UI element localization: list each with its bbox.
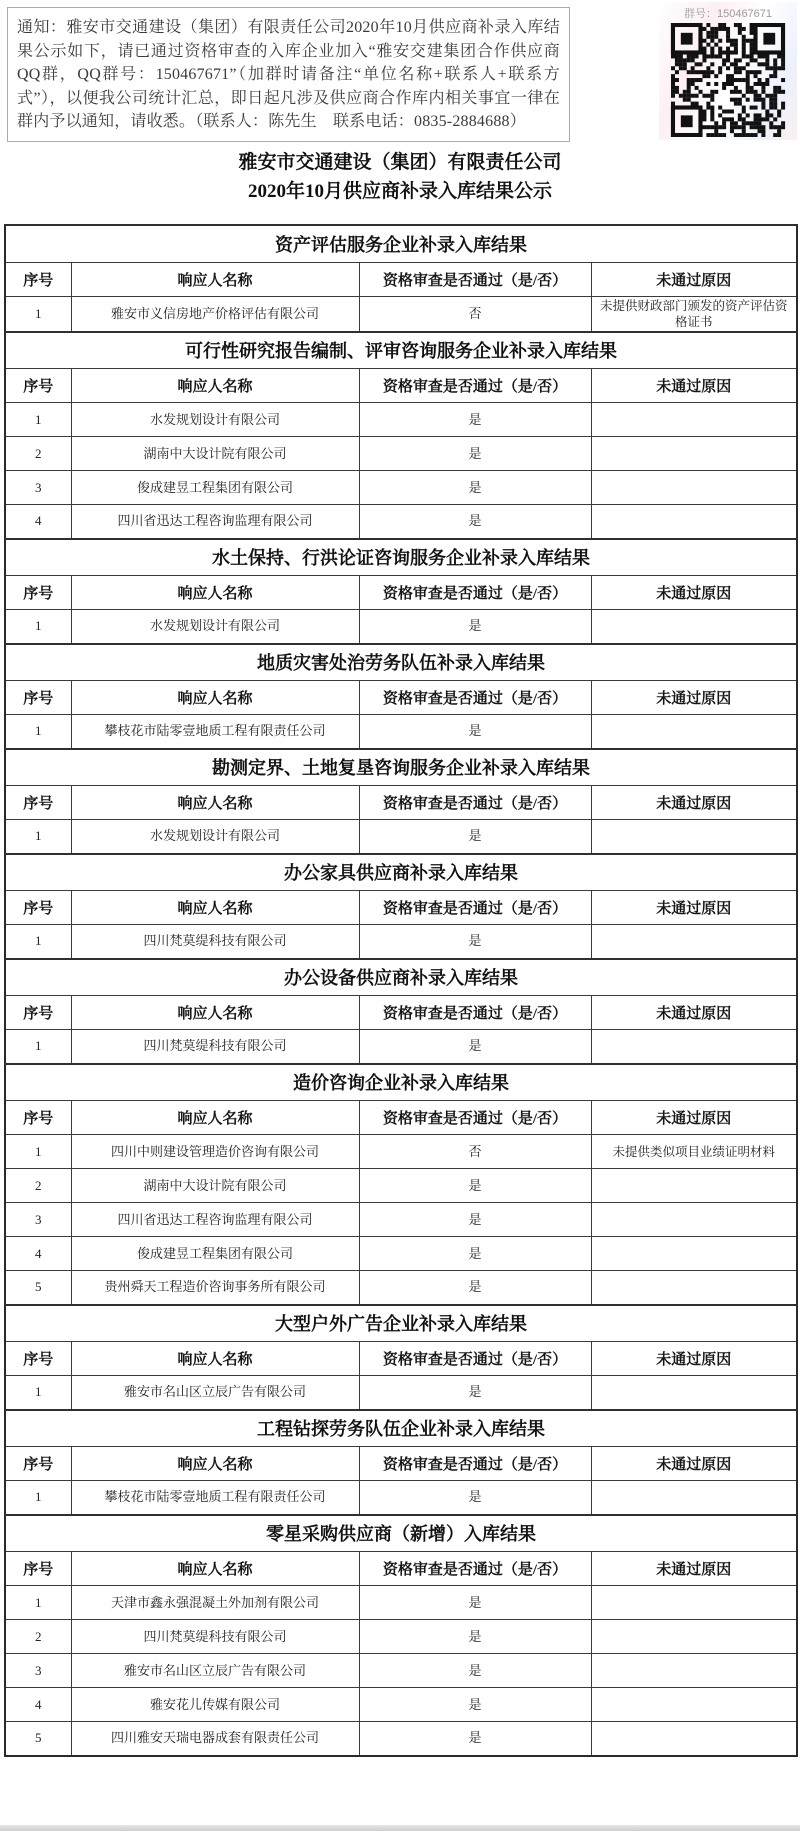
row-index-cell: 1	[5, 820, 71, 854]
fail-reason-cell	[591, 1722, 797, 1756]
supplier-name-cell: 雅安市义信房地产价格评估有限公司	[71, 296, 359, 332]
qualification-pass-cell: 是	[359, 403, 591, 437]
supplier-name-cell: 俊成建昱工程集团有限公司	[71, 1237, 359, 1271]
table-row	[5, 1203, 797, 1237]
document-title-line1: 雅安市交通建设（集团）有限责任公司	[238, 152, 562, 173]
qualification-pass-cell: 是	[359, 437, 591, 471]
qualification-pass-cell: 是	[359, 1271, 591, 1305]
supplier-name-cell: 水发规划设计有限公司	[71, 403, 359, 437]
supplier-name-cell: 湖南中大设计院有限公司	[71, 437, 359, 471]
qualification-pass-cell: 是	[359, 1030, 591, 1064]
fail-reason-cell: 未提供财政部门颁发的资产评估资格证书	[591, 296, 797, 332]
qualification-pass-cell: 否	[359, 296, 591, 332]
column-header: 资格审查是否通过（是/否）	[359, 262, 591, 296]
table-row	[5, 471, 797, 505]
section-title: 可行性研究报告编制、评审咨询服务企业补录入库结果	[5, 332, 797, 369]
row-index-cell: 4	[5, 1237, 71, 1271]
section-title: 地质灾害处治劳务队伍补录入库结果	[5, 644, 797, 681]
column-header: 响应人名称	[71, 1101, 359, 1135]
row-index-cell: 1	[5, 1030, 71, 1064]
qualification-pass-cell: 是	[359, 1654, 591, 1688]
column-header: 未通过原因	[591, 369, 797, 403]
table-row	[5, 1135, 797, 1169]
column-header: 响应人名称	[71, 1342, 359, 1376]
column-header: 资格审查是否通过（是/否）	[359, 1552, 591, 1586]
column-header: 响应人名称	[71, 1447, 359, 1481]
column-header: 未通过原因	[591, 891, 797, 925]
table-row	[5, 610, 797, 644]
qualification-pass-cell: 是	[359, 471, 591, 505]
notice-text: 通知：雅安市交通建设（集团）有限责任公司2020年10月供应商补录入库结果公示如下，请已通过资格审查的入库企业加入“雅安交建集团合作供应商QQ群，QQ群号：150467671”（加群时请备注“单位名称+联系人+联系方式”），以便我公司统计汇总，即日起凡涉及供应商合作库内相关事宜一律在群内予以通知，请收悉。（联系人：陈先生 联系电话：0835-2884688）	[17, 19, 560, 130]
row-index-cell: 1	[5, 715, 71, 749]
supplier-name-cell: 雅安市名山区立辰广告有限公司	[71, 1654, 359, 1688]
row-index-cell: 4	[5, 1688, 71, 1722]
row-index-cell: 1	[5, 925, 71, 959]
table-row	[5, 1654, 797, 1688]
supplier-name-cell: 雅安花儿传媒有限公司	[71, 1688, 359, 1722]
qualification-pass-cell: 是	[359, 1620, 591, 1654]
column-header: 资格审查是否通过（是/否）	[359, 996, 591, 1030]
table-row	[5, 1271, 797, 1305]
column-header: 未通过原因	[591, 262, 797, 296]
column-header: 未通过原因	[591, 996, 797, 1030]
column-header: 响应人名称	[71, 996, 359, 1030]
table-row	[5, 437, 797, 471]
row-index-cell: 2	[5, 437, 71, 471]
table-row	[5, 1688, 797, 1722]
qualification-pass-cell: 是	[359, 1376, 591, 1410]
supplier-name-cell: 攀枝花市陆零壹地质工程有限责任公司	[71, 1481, 359, 1515]
section-title: 资产评估服务企业补录入库结果	[5, 225, 797, 262]
column-header: 响应人名称	[71, 369, 359, 403]
table-row	[5, 1169, 797, 1203]
supplier-name-cell: 贵州舜天工程造价咨询事务所有限公司	[71, 1271, 359, 1305]
qualification-pass-cell: 是	[359, 715, 591, 749]
supplier-name-cell: 四川梵莫缇科技有限公司	[71, 1620, 359, 1654]
row-index-cell: 1	[5, 1481, 71, 1515]
row-index-cell: 3	[5, 471, 71, 505]
qualification-pass-cell: 是	[359, 1586, 591, 1620]
row-index-cell: 1	[5, 610, 71, 644]
column-header: 响应人名称	[71, 1552, 359, 1586]
fail-reason-cell	[591, 1620, 797, 1654]
column-header: 未通过原因	[591, 576, 797, 610]
row-index-cell: 5	[5, 1722, 71, 1756]
qq-group-qrcode-icon	[670, 23, 786, 137]
page-bottom-edge	[0, 1825, 800, 1831]
column-header: 资格审查是否通过（是/否）	[359, 576, 591, 610]
column-header: 未通过原因	[591, 1342, 797, 1376]
table-row	[5, 1586, 797, 1620]
row-index-cell: 1	[5, 1135, 71, 1169]
supplier-name-cell: 天津市鑫永强混凝土外加剂有限公司	[71, 1586, 359, 1620]
qr-block	[659, 2, 797, 140]
row-index-cell: 1	[5, 1376, 71, 1410]
qualification-pass-cell: 是	[359, 925, 591, 959]
section-title: 勘测定界、土地复垦咨询服务企业补录入库结果	[5, 749, 797, 786]
column-header: 资格审查是否通过（是/否）	[359, 1101, 591, 1135]
table-row	[5, 1481, 797, 1515]
column-header: 资格审查是否通过（是/否）	[359, 891, 591, 925]
qualification-pass-cell: 是	[359, 1169, 591, 1203]
qr-group-number-label: 群号：150467671	[683, 8, 773, 20]
qualification-pass-cell: 是	[359, 505, 591, 539]
notice-box	[7, 7, 570, 142]
supplier-name-cell: 四川省迅达工程咨询监理有限公司	[71, 505, 359, 539]
column-header: 未通过原因	[591, 1552, 797, 1586]
column-header: 资格审查是否通过（是/否）	[359, 786, 591, 820]
supplier-name-cell: 雅安市名山区立辰广告有限公司	[71, 1376, 359, 1410]
column-header: 序号	[5, 786, 71, 820]
supplier-name-cell: 四川雅安天瑞电器成套有限责任公司	[71, 1722, 359, 1756]
qualification-pass-cell: 是	[359, 1203, 591, 1237]
table-row	[5, 715, 797, 749]
row-index-cell: 2	[5, 1620, 71, 1654]
column-header: 序号	[5, 1552, 71, 1586]
table-row	[5, 820, 797, 854]
table-row	[5, 1376, 797, 1410]
supplier-name-cell: 攀枝花市陆零壹地质工程有限责任公司	[71, 715, 359, 749]
fail-reason-cell	[591, 1237, 797, 1271]
fail-reason-cell	[591, 437, 797, 471]
table-row	[5, 1722, 797, 1756]
fail-reason-cell	[591, 715, 797, 749]
column-header: 序号	[5, 576, 71, 610]
fail-reason-cell	[591, 471, 797, 505]
column-header: 响应人名称	[71, 681, 359, 715]
fail-reason-cell	[591, 1030, 797, 1064]
column-header: 序号	[5, 996, 71, 1030]
column-header: 未通过原因	[591, 786, 797, 820]
row-index-cell: 4	[5, 505, 71, 539]
column-header: 序号	[5, 1447, 71, 1481]
row-index-cell: 3	[5, 1654, 71, 1688]
row-index-cell: 5	[5, 1271, 71, 1305]
column-header: 资格审查是否通过（是/否）	[359, 681, 591, 715]
column-header: 序号	[5, 369, 71, 403]
column-header: 资格审查是否通过（是/否）	[359, 1342, 591, 1376]
fail-reason-cell	[591, 820, 797, 854]
column-header: 响应人名称	[71, 262, 359, 296]
column-header: 序号	[5, 262, 71, 296]
table-row	[5, 505, 797, 539]
column-header: 未通过原因	[591, 681, 797, 715]
supplier-name-cell: 水发规划设计有限公司	[71, 610, 359, 644]
fail-reason-cell: 未提供类似项目业绩证明材料	[591, 1135, 797, 1169]
row-index-cell: 1	[5, 1586, 71, 1620]
section-title: 水土保持、行洪论证咨询服务企业补录入库结果	[5, 539, 797, 576]
table-row	[5, 1030, 797, 1064]
supplier-results-table	[4, 224, 798, 1757]
table-row	[5, 1620, 797, 1654]
qualification-pass-cell: 是	[359, 610, 591, 644]
table-row	[5, 296, 797, 332]
fail-reason-cell	[591, 1169, 797, 1203]
document-title-line2: 2020年10月供应商补录入库结果公示	[247, 181, 552, 202]
table-row	[5, 925, 797, 959]
row-index-cell: 1	[5, 296, 71, 332]
qualification-pass-cell: 是	[359, 1237, 591, 1271]
table-row	[5, 403, 797, 437]
fail-reason-cell	[591, 403, 797, 437]
supplier-name-cell: 四川梵莫缇科技有限公司	[71, 1030, 359, 1064]
column-header: 序号	[5, 1101, 71, 1135]
column-header: 响应人名称	[71, 891, 359, 925]
column-header: 响应人名称	[71, 576, 359, 610]
row-index-cell: 1	[5, 403, 71, 437]
table-row	[5, 1237, 797, 1271]
supplier-name-cell: 湖南中大设计院有限公司	[71, 1169, 359, 1203]
qualification-pass-cell: 是	[359, 1481, 591, 1515]
qualification-pass-cell: 是	[359, 1688, 591, 1722]
fail-reason-cell	[591, 1376, 797, 1410]
fail-reason-cell	[591, 925, 797, 959]
section-title: 造价咨询企业补录入库结果	[5, 1064, 797, 1101]
section-title: 零星采购供应商（新增）入库结果	[5, 1515, 797, 1552]
row-index-cell: 2	[5, 1169, 71, 1203]
column-header: 序号	[5, 891, 71, 925]
qualification-pass-cell: 是	[359, 1722, 591, 1756]
document-title	[0, 148, 800, 206]
row-index-cell: 3	[5, 1203, 71, 1237]
section-title: 办公家具供应商补录入库结果	[5, 854, 797, 891]
column-header: 未通过原因	[591, 1101, 797, 1135]
column-header: 未通过原因	[591, 1447, 797, 1481]
fail-reason-cell	[591, 1203, 797, 1237]
fail-reason-cell	[591, 1654, 797, 1688]
supplier-name-cell: 四川省迅达工程咨询监理有限公司	[71, 1203, 359, 1237]
fail-reason-cell	[591, 1586, 797, 1620]
section-title: 工程钻探劳务队伍企业补录入库结果	[5, 1410, 797, 1447]
section-title: 办公设备供应商补录入库结果	[5, 959, 797, 996]
fail-reason-cell	[591, 610, 797, 644]
column-header: 序号	[5, 1342, 71, 1376]
column-header: 资格审查是否通过（是/否）	[359, 1447, 591, 1481]
supplier-name-cell: 水发规划设计有限公司	[71, 820, 359, 854]
supplier-name-cell: 四川中则建设管理造价咨询有限公司	[71, 1135, 359, 1169]
supplier-name-cell: 四川梵莫缇科技有限公司	[71, 925, 359, 959]
qualification-pass-cell: 是	[359, 820, 591, 854]
column-header: 响应人名称	[71, 786, 359, 820]
qualification-pass-cell: 否	[359, 1135, 591, 1169]
fail-reason-cell	[591, 1481, 797, 1515]
fail-reason-cell	[591, 1688, 797, 1722]
fail-reason-cell	[591, 1271, 797, 1305]
column-header: 序号	[5, 681, 71, 715]
section-title: 大型户外广告企业补录入库结果	[5, 1305, 797, 1342]
supplier-name-cell: 俊成建昱工程集团有限公司	[71, 471, 359, 505]
fail-reason-cell	[591, 505, 797, 539]
column-header: 资格审查是否通过（是/否）	[359, 369, 591, 403]
